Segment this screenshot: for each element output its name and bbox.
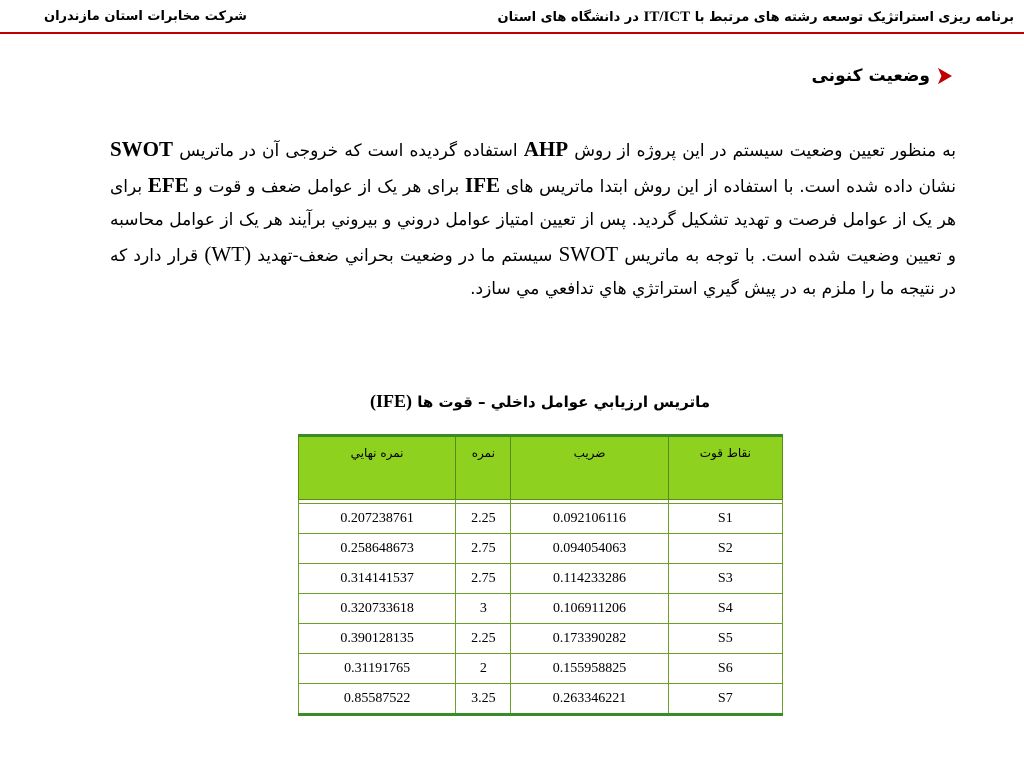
table-caption-latin: (IFE) (369, 391, 412, 411)
paragraph-text: استفاده گردیده است که خروجی آن در ماتریس (179, 141, 518, 161)
table-cell: S3 (668, 564, 782, 594)
keyword-ahp: AHP (523, 137, 569, 161)
table-cell: 0.263346221 (511, 684, 668, 715)
keyword-swot-2: SWOT (558, 241, 619, 266)
table-cell: 0.31191765 (299, 654, 456, 684)
table-cell: 0.320733618 (299, 594, 456, 624)
header-title-text-end: در دانشگاه های استان (497, 10, 639, 25)
slide-header (0, 0, 1024, 34)
table-cell: 0.258648673 (299, 534, 456, 564)
table-cell: 3 (456, 594, 511, 624)
table-cell: S1 (668, 504, 782, 534)
section-heading (811, 66, 952, 86)
table-row (299, 504, 783, 534)
table-header-row (299, 436, 783, 500)
table-cell: 0.207238761 (299, 504, 456, 534)
table-row (299, 534, 783, 564)
keyword-wt: (WT) (204, 241, 252, 266)
header-title-text-start: برنامه ریزی استراتژیک توسعه رشته های مرتبط با (694, 10, 1014, 25)
table-cell: 0.155958825 (511, 654, 668, 684)
table-caption (300, 391, 780, 412)
table-cell: 2.25 (456, 624, 511, 654)
table-row (299, 594, 783, 624)
table-cell: 0.094054063 (511, 534, 668, 564)
table-cell: 0.85587522 (299, 684, 456, 715)
table-cell: S6 (668, 654, 782, 684)
keyword-swot: SWOT (110, 137, 174, 161)
column-header-final-score: نمره نهايي (299, 436, 456, 500)
column-header-weight: ضریب (511, 436, 668, 500)
header-company: شرکت مخابرات استان مازندران (44, 9, 247, 24)
body-paragraph (110, 133, 956, 307)
table-row (299, 684, 783, 715)
ife-matrix-table (298, 434, 783, 716)
table-cell: 2.75 (456, 564, 511, 594)
table-cell: 2.25 (456, 504, 511, 534)
table-cell: S2 (668, 534, 782, 564)
table-cell: 0.173390282 (511, 624, 668, 654)
table-row (299, 564, 783, 594)
paragraph-text: سيستم ما در وضعيت بحراني ضعف-تهديد (257, 245, 553, 266)
paragraph-text: به منظور تعیین وضعیت سیستم در این پروژه از روش (574, 141, 957, 161)
table-cell: 0.092106116 (511, 504, 668, 534)
arrow-right-icon (938, 68, 952, 84)
section-title: وضعیت کنونی (811, 66, 930, 86)
table-caption-text: ماتريس ارزيابي عوامل داخلي – قوت ها (417, 393, 711, 411)
paragraph-text: برای هر یک از عوامل فرصت و تهدید تشکیل گردید. پس از تعیین امتیاز عوامل دروني و بيروني برآيند هر يک از عوامل محاسبه و تعيين وضعيت شده است. با توجه به ماتريس (110, 176, 957, 266)
table-cell: S4 (668, 594, 782, 624)
table-cell: 3.25 (456, 684, 511, 715)
paragraph-text: نشان داده شده است. با استفاده از این روش ابتدا ماتریس های (505, 176, 957, 197)
header-title (498, 9, 1014, 26)
table-cell: 0.114233286 (511, 564, 668, 594)
table-cell: S7 (668, 684, 782, 715)
table-cell: 0.390128135 (299, 624, 456, 654)
table-cell: 0.314141537 (299, 564, 456, 594)
column-header-score: نمره (456, 436, 511, 500)
table-row (299, 654, 783, 684)
table-cell: 0.106911206 (511, 594, 668, 624)
column-header-strengths: نقاط قوت (668, 436, 782, 500)
table-cell: 2.75 (456, 534, 511, 564)
paragraph-text: برای هر یک از عوامل ضعف و قوت و (194, 176, 460, 197)
table-cell: 2 (456, 654, 511, 684)
paragraph-text: قرار دارد که در نتيجه ما را ملزم به در پيش گيري استراتژي هاي تدافعي مي سازد. (110, 245, 956, 299)
table-cell: S5 (668, 624, 782, 654)
table-row (299, 624, 783, 654)
keyword-efe: EFE (147, 172, 189, 197)
header-title-latin: IT/ICT (643, 9, 691, 25)
keyword-ife: IFE (465, 172, 501, 197)
